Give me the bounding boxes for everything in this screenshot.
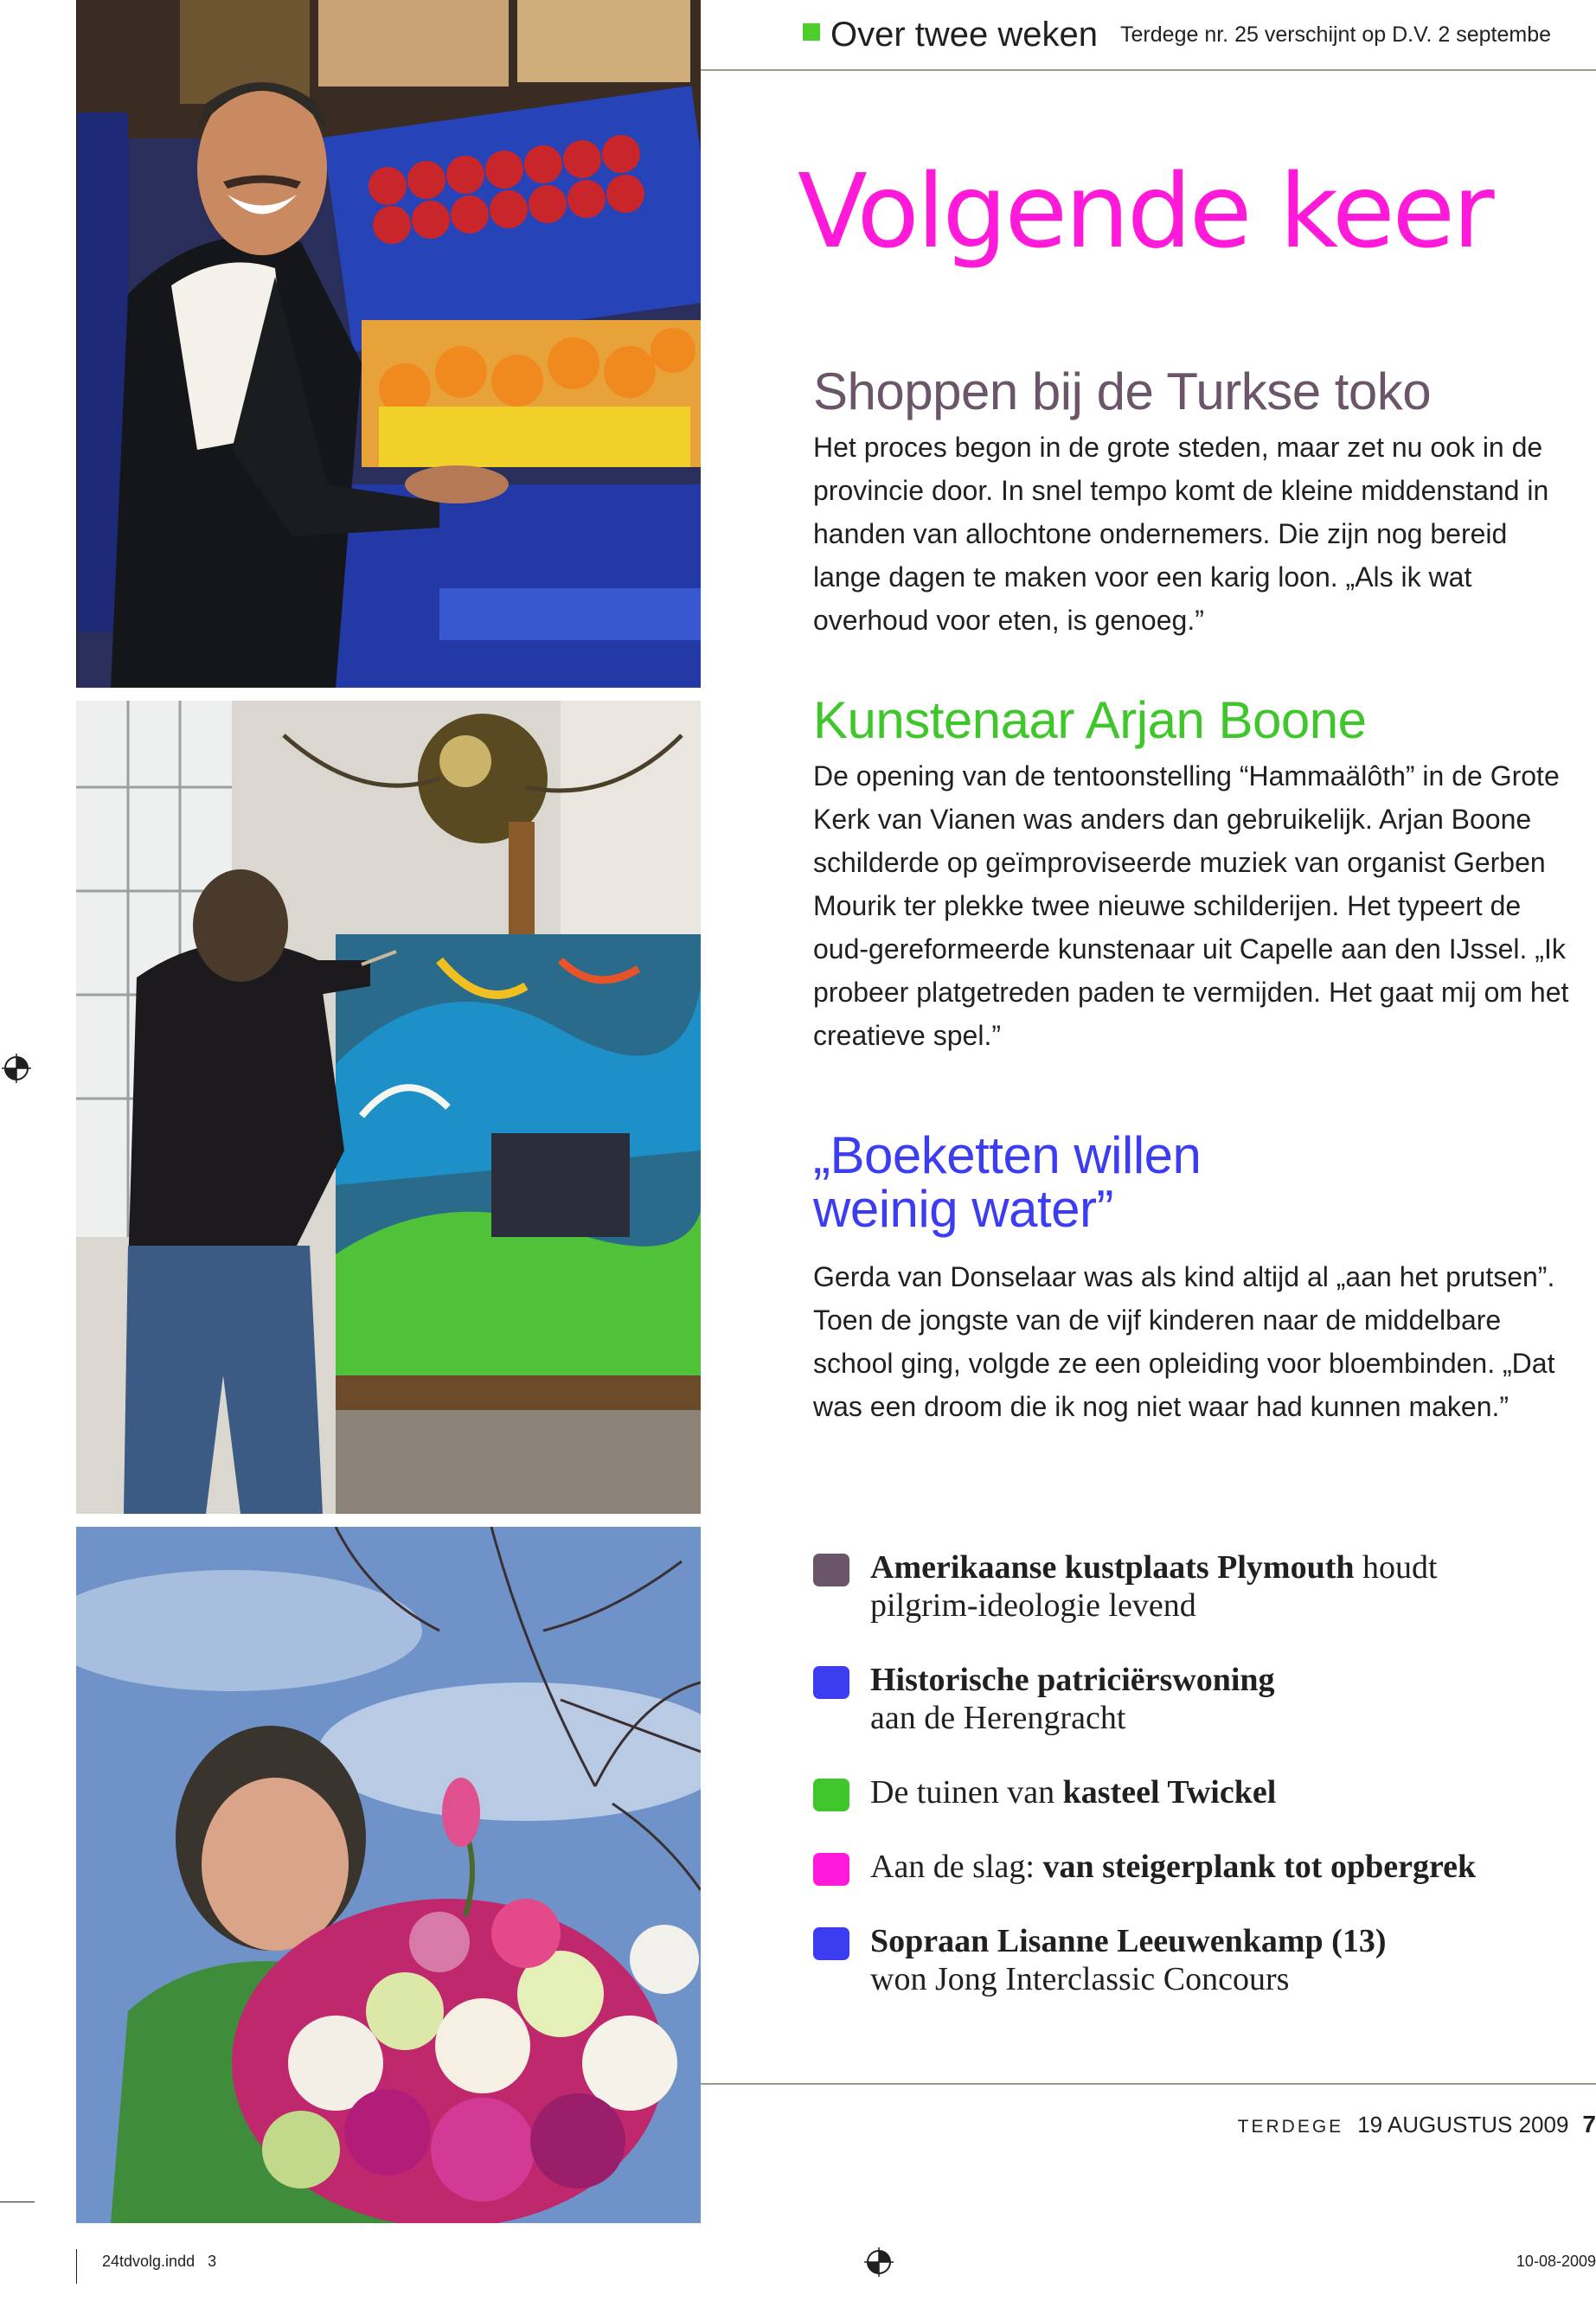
- list-item: [813, 1848, 1592, 1886]
- magazine-name: TERDEGE: [1237, 2117, 1344, 2137]
- print-slug-file: 24tdvolg.indd 3: [102, 2253, 217, 2270]
- page-title: Volgende keer: [798, 151, 1492, 271]
- photo-grocer: [76, 0, 701, 688]
- issue-date: 19 AUGUSTUS 2009: [1357, 2112, 1569, 2138]
- square-bullet-icon: [813, 1927, 849, 1960]
- square-bullet-icon: [813, 1779, 849, 1811]
- article-title: Shoppen bij de Turkse toko: [813, 362, 1432, 420]
- crop-line: [76, 0, 77, 688]
- preview-bold: Historische patriciërswoning: [870, 1662, 1275, 1698]
- preview-bold: Amerikaanse kustplaats Plymouth: [870, 1549, 1355, 1586]
- article-body: Gerda van Donselaar was als kind altijd al „aan het prutsen”. Toen de jongste van de vijf kinderen naar de middelbare school ging, volgde ze een opleiding voor bloembinden. „Dat was een droom die ik nog niet waar had kunnen maken.”: [813, 1261, 1555, 1422]
- article-title: [813, 1126, 1574, 1238]
- page-footer: [1238, 2111, 1596, 2138]
- preview-bold: Sopraan Lisanne Leeuwenkamp (13): [870, 1923, 1387, 1959]
- list-item: [813, 1773, 1592, 1811]
- square-bullet-icon: [813, 1853, 849, 1886]
- square-bullet-icon: [813, 1554, 849, 1586]
- article-turkse-toko: [813, 362, 1574, 642]
- section-header: [803, 16, 1551, 54]
- article-arjan-boone: [813, 691, 1574, 1057]
- preview-text: De tuinen van: [870, 1774, 1063, 1811]
- photo-florist: [76, 1527, 701, 2223]
- preview-text: pilgrim-ideologie levend: [870, 1587, 1196, 1624]
- photo-painter: [76, 701, 701, 1514]
- article-title-line: „Boeketten willen: [813, 1126, 1202, 1184]
- square-bullet-icon: [813, 1666, 849, 1699]
- preview-bold: van steigerplank tot opbergrek: [1042, 1849, 1477, 1885]
- page-number: 7: [1582, 2111, 1596, 2138]
- print-slug-date: 10-08-2009: [1516, 2253, 1596, 2270]
- article-boeketten: [813, 1126, 1574, 1428]
- article-body: De opening van de tentoonstelling “Hammaälôth” in de Grote Kerk van Vianen was anders dan gebruikelijk. Arjan Boone schilderde op geïmproviseerde muziek van organist Gerben Mourik ter plekke twee nieuwe schilderijen. Het typeert de oud-gereformeerde kunstenaar uit Capelle aan den IJssel. „Ik probeer platgetreden paden te vermijden. Het gaat mij om het creatieve spel.”: [813, 760, 1569, 1051]
- crop-mark: [76, 2249, 77, 2284]
- preview-text: won Jong Interclassic Concours: [870, 1961, 1290, 1997]
- list-item: [813, 1548, 1592, 1625]
- preview-text: houdt: [1354, 1549, 1438, 1586]
- registration-mark-icon: [864, 2247, 894, 2277]
- issue-note: Terdege nr. 25 verschijnt op D.V. 2 septembe: [1120, 22, 1552, 47]
- bottom-divider: [701, 2083, 1596, 2085]
- section-label: Over twee weken: [830, 16, 1099, 54]
- article-title-line: weinig water”: [813, 1180, 1113, 1238]
- list-item: [813, 1661, 1592, 1737]
- preview-list: [813, 1548, 1592, 1998]
- preview-text: Aan de slag:: [870, 1849, 1043, 1885]
- registration-mark-icon: [2, 1054, 31, 1083]
- preview-bold: kasteel Twickel: [1062, 1774, 1277, 1811]
- list-item: [813, 1922, 1592, 1998]
- article-body: Het proces begon in de grote steden, maar zet nu ook in de provincie door. In snel tempo komt de kleine middenstand in handen van allochtone ondernemers. Die zijn nog bereid lange dagen te maken voor een karig loon. „Als ik wat overhoud voor eten, is genoeg.”: [813, 432, 1549, 636]
- green-square-icon: [803, 23, 820, 41]
- top-divider: [701, 69, 1596, 71]
- article-title: Kunstenaar Arjan Boone: [813, 691, 1367, 749]
- preview-text: aan de Herengracht: [870, 1700, 1126, 1736]
